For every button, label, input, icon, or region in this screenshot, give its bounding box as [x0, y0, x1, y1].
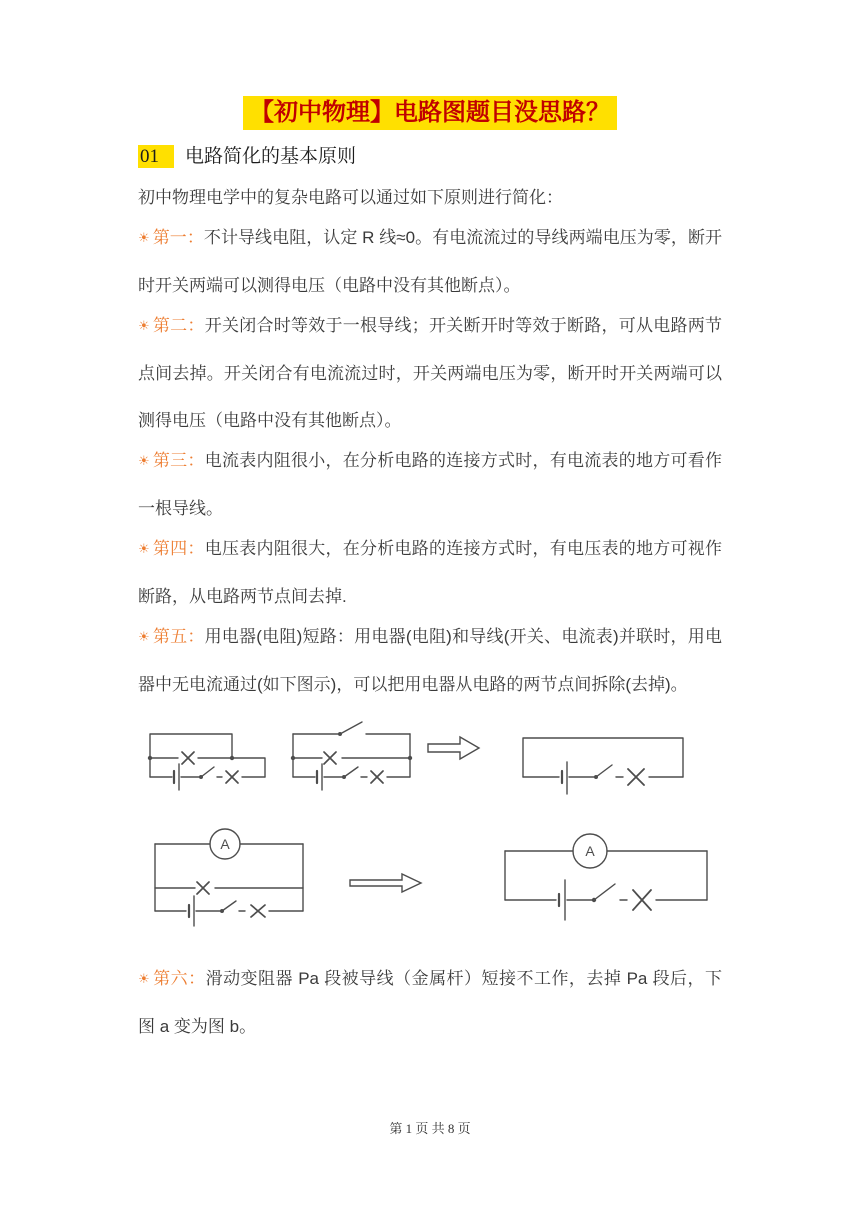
- switch-icon: [594, 765, 623, 779]
- node-dot: [291, 756, 295, 760]
- circuit-diagrams: [138, 720, 722, 951]
- bulb-icon: [251, 905, 265, 917]
- principle-item-1: [138, 214, 722, 309]
- switch-icon: [199, 767, 222, 779]
- bulb-icon: [628, 769, 644, 785]
- sun-bullet-icon: ☀: [138, 971, 151, 986]
- section-heading: [138, 141, 722, 168]
- battery-icon: [174, 764, 179, 790]
- document-title: [138, 96, 722, 130]
- principle-item-4: [138, 525, 722, 620]
- node-dot: [408, 756, 412, 760]
- principle-text: 开关闭合时等效于一根导线；开关断开时等效于断路，可从电路两节点间去掉。开关闭合有电流流过时，开关两端电压为零，断开时开关两端可以测得电压（电路中没有其他断点）。: [138, 316, 723, 430]
- arrow-right-icon: [350, 874, 421, 892]
- bulb-icon: [324, 752, 336, 764]
- principle-text: 电压表内阻很大，在分析电路的连接方式时，有电压表的地方可视作断路，从电路两节点间去掉.: [138, 539, 723, 606]
- principle-text: 滑动变阻器 Pa 段被导线（金属杆）短接不工作，去掉 Pa 段后，下图 a 变为图 b。: [138, 969, 723, 1036]
- battery-icon: [559, 880, 565, 920]
- sun-bullet-icon: ☀: [138, 541, 150, 556]
- sun-bullet-icon: ☀: [138, 629, 150, 644]
- circuit-diagram-row-2: [138, 826, 722, 951]
- principle-item-5: [138, 613, 722, 708]
- switch-icon: [342, 767, 367, 779]
- battery-icon: [562, 762, 567, 794]
- page-footer: 第 1 页 共 8 页: [389, 1121, 471, 1136]
- bulb-icon: [197, 882, 209, 894]
- principle-label: 第二：: [152, 316, 205, 335]
- bulb-icon: [182, 752, 194, 764]
- ammeter-icon: [210, 829, 240, 859]
- bulb-icon: [371, 771, 383, 783]
- principle-text: 电流表内阻很小，在分析电路的连接方式时，有电流表的地方可看作一根导线。: [138, 451, 723, 518]
- battery-icon: [317, 764, 322, 790]
- section-number: 01: [138, 145, 174, 168]
- bulb-icon: [633, 890, 651, 910]
- svg-text:A: A: [585, 843, 595, 859]
- ammeter-icon: [573, 834, 607, 868]
- principle-label: 第四：: [152, 539, 205, 558]
- bulb-icon: [226, 771, 238, 783]
- svg-text:A: A: [220, 836, 230, 852]
- circuit-shorted-bulb-original: [148, 734, 265, 790]
- node-dot: [230, 756, 234, 760]
- sun-bullet-icon: ☀: [138, 453, 150, 468]
- section-title: 电路简化的基本原则: [185, 146, 357, 167]
- principle-text: 用电器(电阻)短路：用电器(电阻)和导线(开关、电流表)并联时，用电器中无电流通过(如下图示)，可以把用电器从电路的两节点间拆除(去掉)。: [138, 627, 723, 694]
- principle-item-3: [138, 437, 722, 532]
- circuit-simplified-result-1: [523, 738, 683, 794]
- intro-paragraph: 初中物理电学中的复杂电路可以通过如下原则进行简化：: [138, 188, 563, 207]
- circuit-with-ammeter-original: [155, 829, 303, 926]
- principle-label: 第一：: [152, 228, 204, 247]
- sun-bullet-icon: ☀: [138, 230, 150, 245]
- title-text: 【初中物理】电路图题目没思路？: [243, 96, 617, 130]
- switch-icon: [220, 901, 245, 913]
- sun-bullet-icon: ☀: [138, 318, 150, 333]
- circuit-diagram-row-1: [138, 720, 722, 820]
- circuit-simplified-result-2: [505, 834, 707, 920]
- principle-label: 第三：: [152, 451, 205, 470]
- principle-label: 第六：: [153, 969, 206, 988]
- node-dot: [148, 756, 152, 760]
- principle-item-6: [138, 955, 722, 1050]
- arrow-right-icon: [428, 737, 479, 759]
- principle-text: 不计导线电阻，认定 R 线≈0。有电流流过的导线两端电压为零，断开时开关两端可以测得电压（电路中没有其他断点）。: [138, 228, 723, 295]
- principle-label: 第五：: [152, 627, 205, 646]
- principle-item-2: [138, 302, 722, 444]
- circuit-shorted-bulb-with-open-switch: [291, 722, 412, 790]
- switch-icon: [338, 722, 362, 736]
- battery-icon: [189, 896, 194, 926]
- switch-icon: [592, 884, 627, 902]
